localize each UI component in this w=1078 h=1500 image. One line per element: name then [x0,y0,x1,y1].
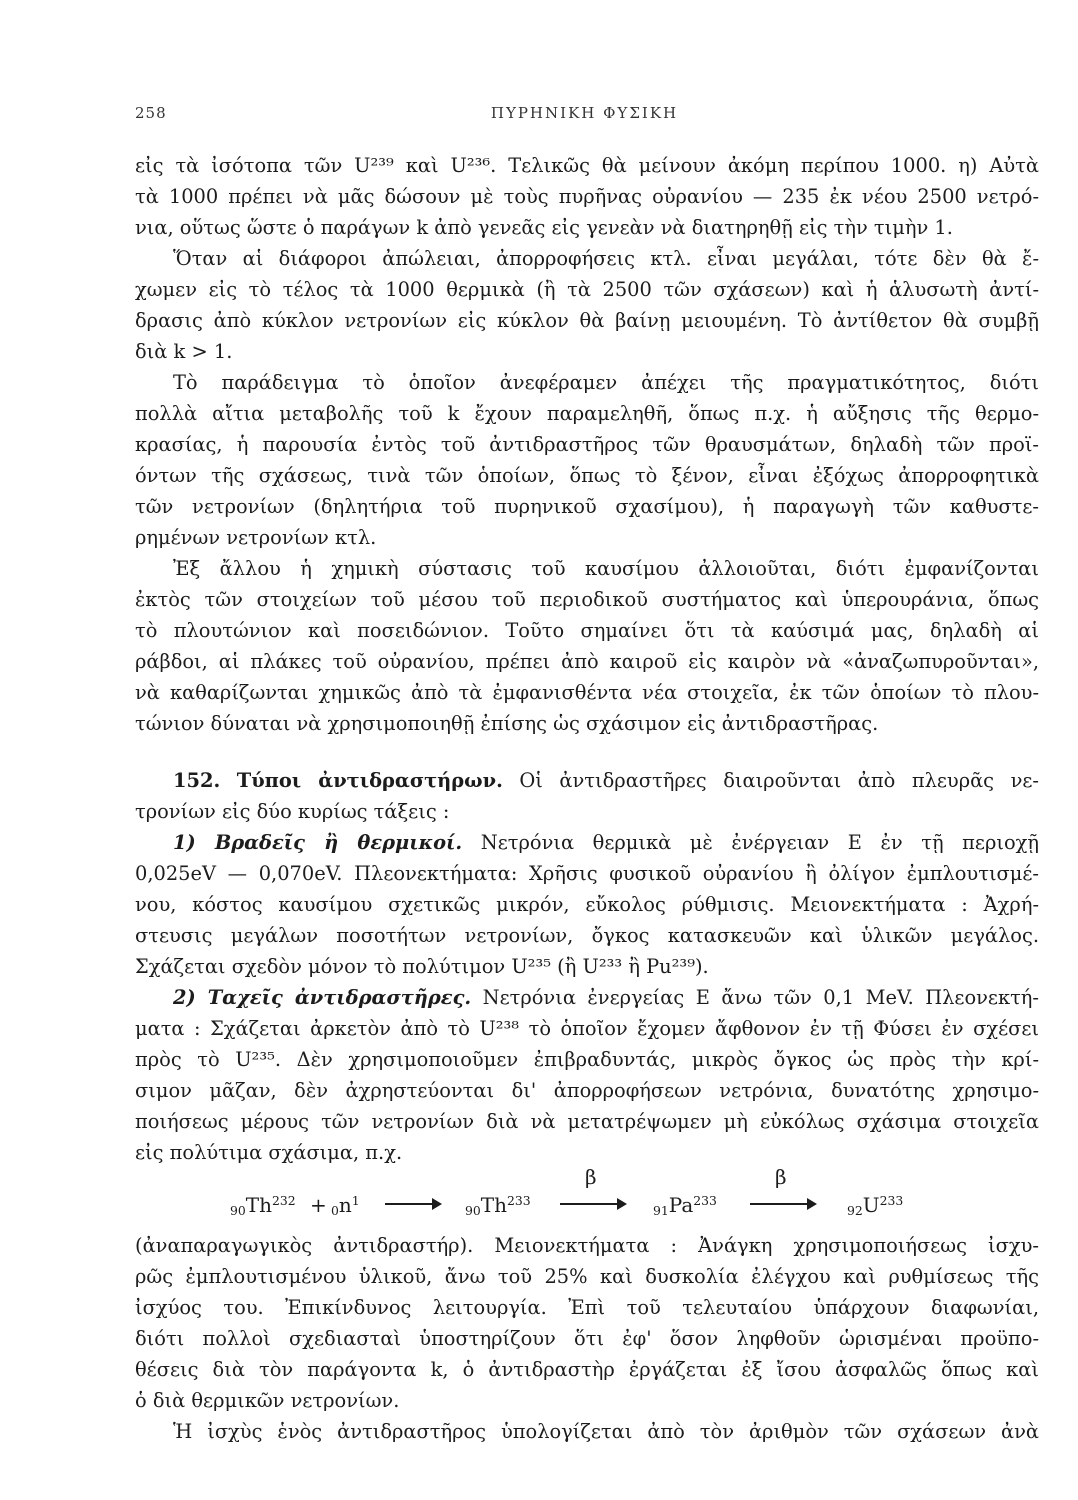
text-line: όντων τῆς σχάσεως, τινὰ τῶν ὁποίων, ὅπως τὸ ξένον, εἶναι ἐξόχως ἀπορροφητικὰ [135,464,1039,487]
section-intro: Οἱ ἀντιδραστῆρες διαιροῦνται ἀπὸ πλευρᾶς νε- [519,769,1039,792]
text-line: ρημένων νετρονίων κτλ. [135,526,377,549]
section-title: Τύποι ἀντιδραστήρων. [236,769,503,792]
text-line: διότι πολλοὶ σχεδιασταὶ ὑποστηρίζουν ὅτι ἐφ' ὅσον ληφθοῦν ὡρισμέναι προϋπο- [135,1327,1039,1350]
body-text [135,150,1039,1447]
section-reactor-types [135,765,1039,827]
beta-decay-label: β [585,1165,597,1189]
text-line: σιμον μᾶζαν, δὲν ἀχρηστεύονται δι' ἀπορροφήσεων νετρόνια, δυνατότης χρησιμο- [135,1079,1039,1102]
paragraph-chemical-composition [135,553,1039,739]
text-line: τὰ 1000 πρέπει νὰ μᾶς δώσουν μὲ τοὺς πυρῆνας οὐρανίου — 235 ἐκ νέου 2500 νετρό- [135,185,1039,208]
text-line: ὁ διὰ θερμικῶν νετρονίων. [135,1389,400,1412]
item-heading-line [135,827,1039,858]
breeding-equation [135,1165,1039,1230]
text-line: ρῶς ἐμπλουτισμένου ὑλικοῦ, ἄνω τοῦ 25% καὶ δυσκολία ἐλέγχου καὶ ρυθμίσεως τῆς [135,1265,1039,1288]
text-line: ποιήσεως μέρους τῶν νετρονίων διὰ νὰ μετατρέψωμεν μὴ εὐκόλως σχάσιμα στοιχεῖα [135,1110,1039,1133]
item-thermal-reactors [135,827,1039,982]
text-line: θέσεις διὰ τὸν παράγοντα k, ὁ ἀντιδραστὴρ ἐργάζεται ἐξ ἴσου ἀσφαλῶς ὅπως καὶ [135,1358,1039,1381]
text-line: ἰσχύος του. Ἐπικίνδυνος λειτουργία. Ἐπὶ τοῦ τελευταίου ὑπάρχουν διαφωνίαι, [135,1296,1039,1319]
page-number: 258 [135,104,167,122]
running-header [135,102,1034,128]
beta-decay-arrow [560,1203,625,1205]
equation-term-thorium-233: $_{90}Th^{233}$ [465,1193,531,1219]
text-line: τρονίων εἰς δύο κυρίως τάξεις : [135,800,450,823]
item-label: 2) Ταχεῖς ἀντιδραστῆρες. [173,986,472,1009]
text-line: Ὅταν αἱ διάφοροι ἀπώλειαι, ἀπορροφήσεις κτλ. εἶναι μεγάλαι, τότε δὲν θὰ ἔ- [173,247,1039,270]
text-line: κρασίας, ἡ παρουσία ἐντὸς τοῦ ἀντιδραστῆρος τῶν θραυσμάτων, δηλαδὴ τῶν προϊ- [135,433,1039,456]
text-line: τῶν νετρονίων (δηλητήρια τοῦ πυρηνικοῦ σχασίμου), ἡ παραγωγὴ τῶν καθυστε- [135,495,1039,518]
running-title: ΠΥΡΗΝΙΚΗ ΦΥΣΙΚΗ [490,104,679,122]
text-line: τώνιον δύναται νὰ χρησιμοποιηθῇ ἐπίσης ὡς σχάσιμον εἰς ἀντιδραστῆρας. [135,712,879,735]
equation-term-thorium-232: $_{90}Th^{232}$ [230,1193,296,1219]
beta-decay-label: β [775,1165,787,1189]
text-line: Ἐξ ἄλλου ἡ χημικὴ σύστασις τοῦ καυσίμου ἀλλοιοῦται, διότι ἐμφανίζονται [173,557,1039,580]
text-line: πρὸς τὸ U²³⁵. Δὲν χρησιμοποιοῦμεν ἐπιβραδυντάς, μικρὸς ὄγκος ὡς πρὸς τὴν κρί- [135,1048,1039,1071]
text-line: Τὸ παράδειγμα τὸ ὁποῖον ἀνεφέραμεν ἀπέχει τῆς πραγματικότητος, διότι [173,371,1039,394]
text-line: Ἡ ἰσχὺς ἑνὸς ἀντιδραστῆρος ὑπολογίζεται ἀπὸ τὸν ἀριθμὸν τῶν σχάσεων ἀνὰ [173,1420,1039,1443]
paragraph-reactor-power [135,1416,1039,1447]
text-line: ματα : Σχάζεται ἀρκετὸν ἀπὸ τὸ U²³⁸ τὸ ὁποῖον ἔχομεν ἄφθονον ἐν τῇ Φύσει ἐν σχέσει [135,1017,1039,1040]
item-text: Νετρόνια θερμικὰ μὲ ἐνέργειαν E ἐν τῇ περιοχῇ [480,831,1039,854]
item-heading-line [135,982,1039,1013]
text-line: τὸ πλουτώνιον καὶ ποσειδώνιον. Τοῦτο σημαίνει ὅτι τὰ καύσιμά μας, δηλαδὴ αἱ [135,619,1039,642]
text-line: νια, οὕτως ὥστε ὁ παράγων k ἀπὸ γενεᾶς εἰς γενεὰν νὰ διατηρηθῇ εἰς τὴν τιμὴν 1. [135,216,953,239]
text-line: ράβδοι, αἱ πλάκες τοῦ οὐρανίου, πρέπει ἀπὸ καιροῦ εἰς καιρὸν νὰ «ἀναζωπυροῦνται», [135,650,1039,673]
equation-plus: + [310,1193,327,1217]
text-line: διὰ k > 1. [135,340,233,363]
text-line: νου, κόστος καυσίμου σχετικῶς μικρόν, εὔκολος ρύθμισις. Μειονεκτήματα : Ἀχρή- [135,893,1039,916]
paragraph-losses [135,243,1039,367]
text-line: (ἀναπαραγωγικὸς ἀντιδραστήρ). Μειονεκτήματα : Ἀνάγκη χρησιμοποιήσεως ἰσχυ- [135,1234,1039,1257]
text-line: Σχάζεται σχεδὸν μόνον τὸ πολύτιμον U²³⁵ (ἢ U²³³ ἢ Pu²³⁹). [135,955,709,978]
text-line: εἰς πολύτιμα σχάσιμα, π.χ. [135,1141,403,1164]
section-gap [135,739,1039,765]
item-label: 1) Βραδεῖς ἢ θερμικοί. [173,831,463,854]
equation-term-protactinium-233: $_{91}Pa^{233}$ [653,1193,717,1219]
item-fast-reactors [135,982,1039,1168]
text-line: εἰς τὰ ἰσότοπα τῶν U²³⁹ καὶ U²³⁶. Τελικῶς θὰ μείνουν ἀκόμη περίπου 1000. η) Αὐτὰ [135,154,1039,177]
section-heading-line [135,765,1039,796]
text-line: 0,025eV — 0,070eV. Πλεονεκτήματα: Χρῆσις φυσικοῦ οὐρανίου ἢ ὀλίγον ἐμπλουτισμέ- [135,862,1039,885]
section-number: 152. [173,769,221,792]
text-line: δρασις ἀπὸ κύκλον νετρονίων εἰς κύκλον θὰ βαίνῃ μειουμένη. Τὸ ἀντίθετον θὰ συμβῇ [135,309,1039,332]
text-line: πολλὰ αἴτια μεταβολῆς τοῦ k ἔχουν παραμεληθῆ, ὅπως π.χ. ἡ αὔξησις τῆς θερμο- [135,402,1039,425]
equation-term-neutron: $_0n^1$ [331,1193,360,1219]
text-line: χωμεν εἰς τὸ τέλος τὰ 1000 θερμικὰ (ἢ τὰ 2500 τῶν σχάσεων) καὶ ἡ ἁλυσωτὴ ἀντί- [135,278,1039,301]
equation-term-uranium-233: $_{92}U^{233}$ [847,1193,904,1219]
text-line: νὰ καθαρίζωνται χημικῶς ἀπὸ τὰ ἐμφανισθέντα νέα στοιχεῖα, ἐκ τῶν ὁποίων τὸ πλου- [135,681,1039,704]
beta-decay-arrow [750,1203,815,1205]
paragraph-isotopes [135,150,1039,243]
item-text: Νετρόνια ἐνεργείας E ἄνω τῶν 0,1 MeV. Πλεονεκτή- [482,986,1039,1009]
text-line: ἐκτὸς τῶν στοιχείων τοῦ μέσου τοῦ περιοδικοῦ συστήματος καὶ ὑπερουράνια, ὅπως [135,588,1039,611]
reaction-arrow [385,1203,440,1205]
paragraph-example [135,367,1039,553]
paragraph-breeder-drawbacks [135,1230,1039,1416]
text-line: στευσις μεγάλων ποσοτήτων νετρονίων, ὄγκος κατασκευῶν καὶ ὑλικῶν μεγάλος. [135,924,1039,947]
